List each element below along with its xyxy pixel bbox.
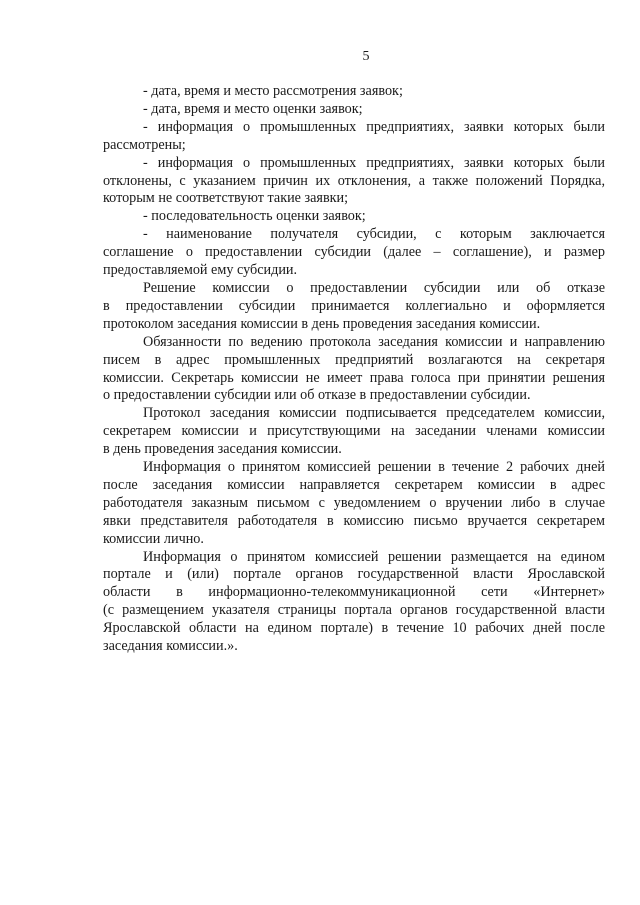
- text-line: комиссии. Секретарь комиссии не имеет права голоса при принятии решения: [103, 369, 605, 386]
- text-line: - информация о промышленных предприятиях, заявки которых были: [143, 154, 605, 171]
- text-line: предоставляемой ему субсидии.: [103, 262, 298, 279]
- text-line: которым не соответствуют такие заявки;: [103, 190, 349, 207]
- text-line: комиссии лично.: [103, 530, 204, 547]
- text-line: секретарем комиссии и присутствующими на заседании членами комиссии: [103, 423, 605, 440]
- text-line: Информация о принятом комиссией решении в течение 2 рабочих дней: [143, 459, 605, 476]
- text-line: Ярославской области на едином портале) в течение 10 рабочих дней после: [103, 620, 605, 637]
- text-line: портале и (или) портале органов государственной власти Ярославской: [103, 566, 605, 583]
- text-line: явки представителя работодателя в комиссию письмо вручается секретарем: [103, 512, 605, 529]
- text-line: протоколом заседания комиссии в день проведения заседания комиссии.: [103, 315, 541, 332]
- text-line: - дата, время и место оценки заявок;: [143, 100, 363, 117]
- text-line: о предоставлении субсидии или об отказе в предоставлении субсидии.: [103, 387, 531, 404]
- text-line: рассмотрены;: [103, 136, 186, 153]
- text-line: в предоставлении субсидии принимается коллегиально и оформляется: [103, 297, 605, 314]
- document-body: [103, 83, 605, 656]
- text-line: - наименование получателя субсидии, с которым заключается: [143, 226, 605, 243]
- text-line: - информация о промышленных предприятиях, заявки которых были: [143, 118, 605, 135]
- text-line: - последовательность оценки заявок;: [143, 208, 366, 225]
- text-line: в день проведения заседания комиссии.: [103, 441, 342, 458]
- text-line: после заседания комиссии направляется секретарем комиссии в адрес: [103, 476, 605, 493]
- text-line: Протокол заседания комиссии подписывается председателем комиссии,: [143, 405, 605, 422]
- text-line: - дата, время и место рассмотрения заявок;: [143, 83, 403, 99]
- text-line: заседания комиссии.».: [103, 638, 238, 655]
- text-line: области в информационно-телекоммуникационной сети «Интернет»: [103, 584, 605, 601]
- text-line: Информация о принятом комиссией решении размещается на едином: [143, 548, 605, 565]
- page-number: 5: [362, 49, 370, 64]
- text-line: (с размещением указателя страницы портала органов государственной власти: [103, 602, 605, 619]
- text-line: отклонены, с указанием причин их отклонения, а также положений Порядка,: [103, 172, 605, 189]
- text-line: Обязанности по ведению протокола заседания комиссии и направлению: [143, 333, 605, 350]
- text-line: работодателя заказным письмом с уведомлением о вручении либо в случае: [103, 494, 605, 511]
- text-line: писем в адрес промышленных предприятий возлагаются на секретаря: [103, 351, 605, 368]
- text-line: Решение комиссии о предоставлении субсидии или об отказе: [143, 279, 605, 296]
- text-line: соглашение о предоставлении субсидии (далее – соглашение), и размер: [103, 244, 605, 261]
